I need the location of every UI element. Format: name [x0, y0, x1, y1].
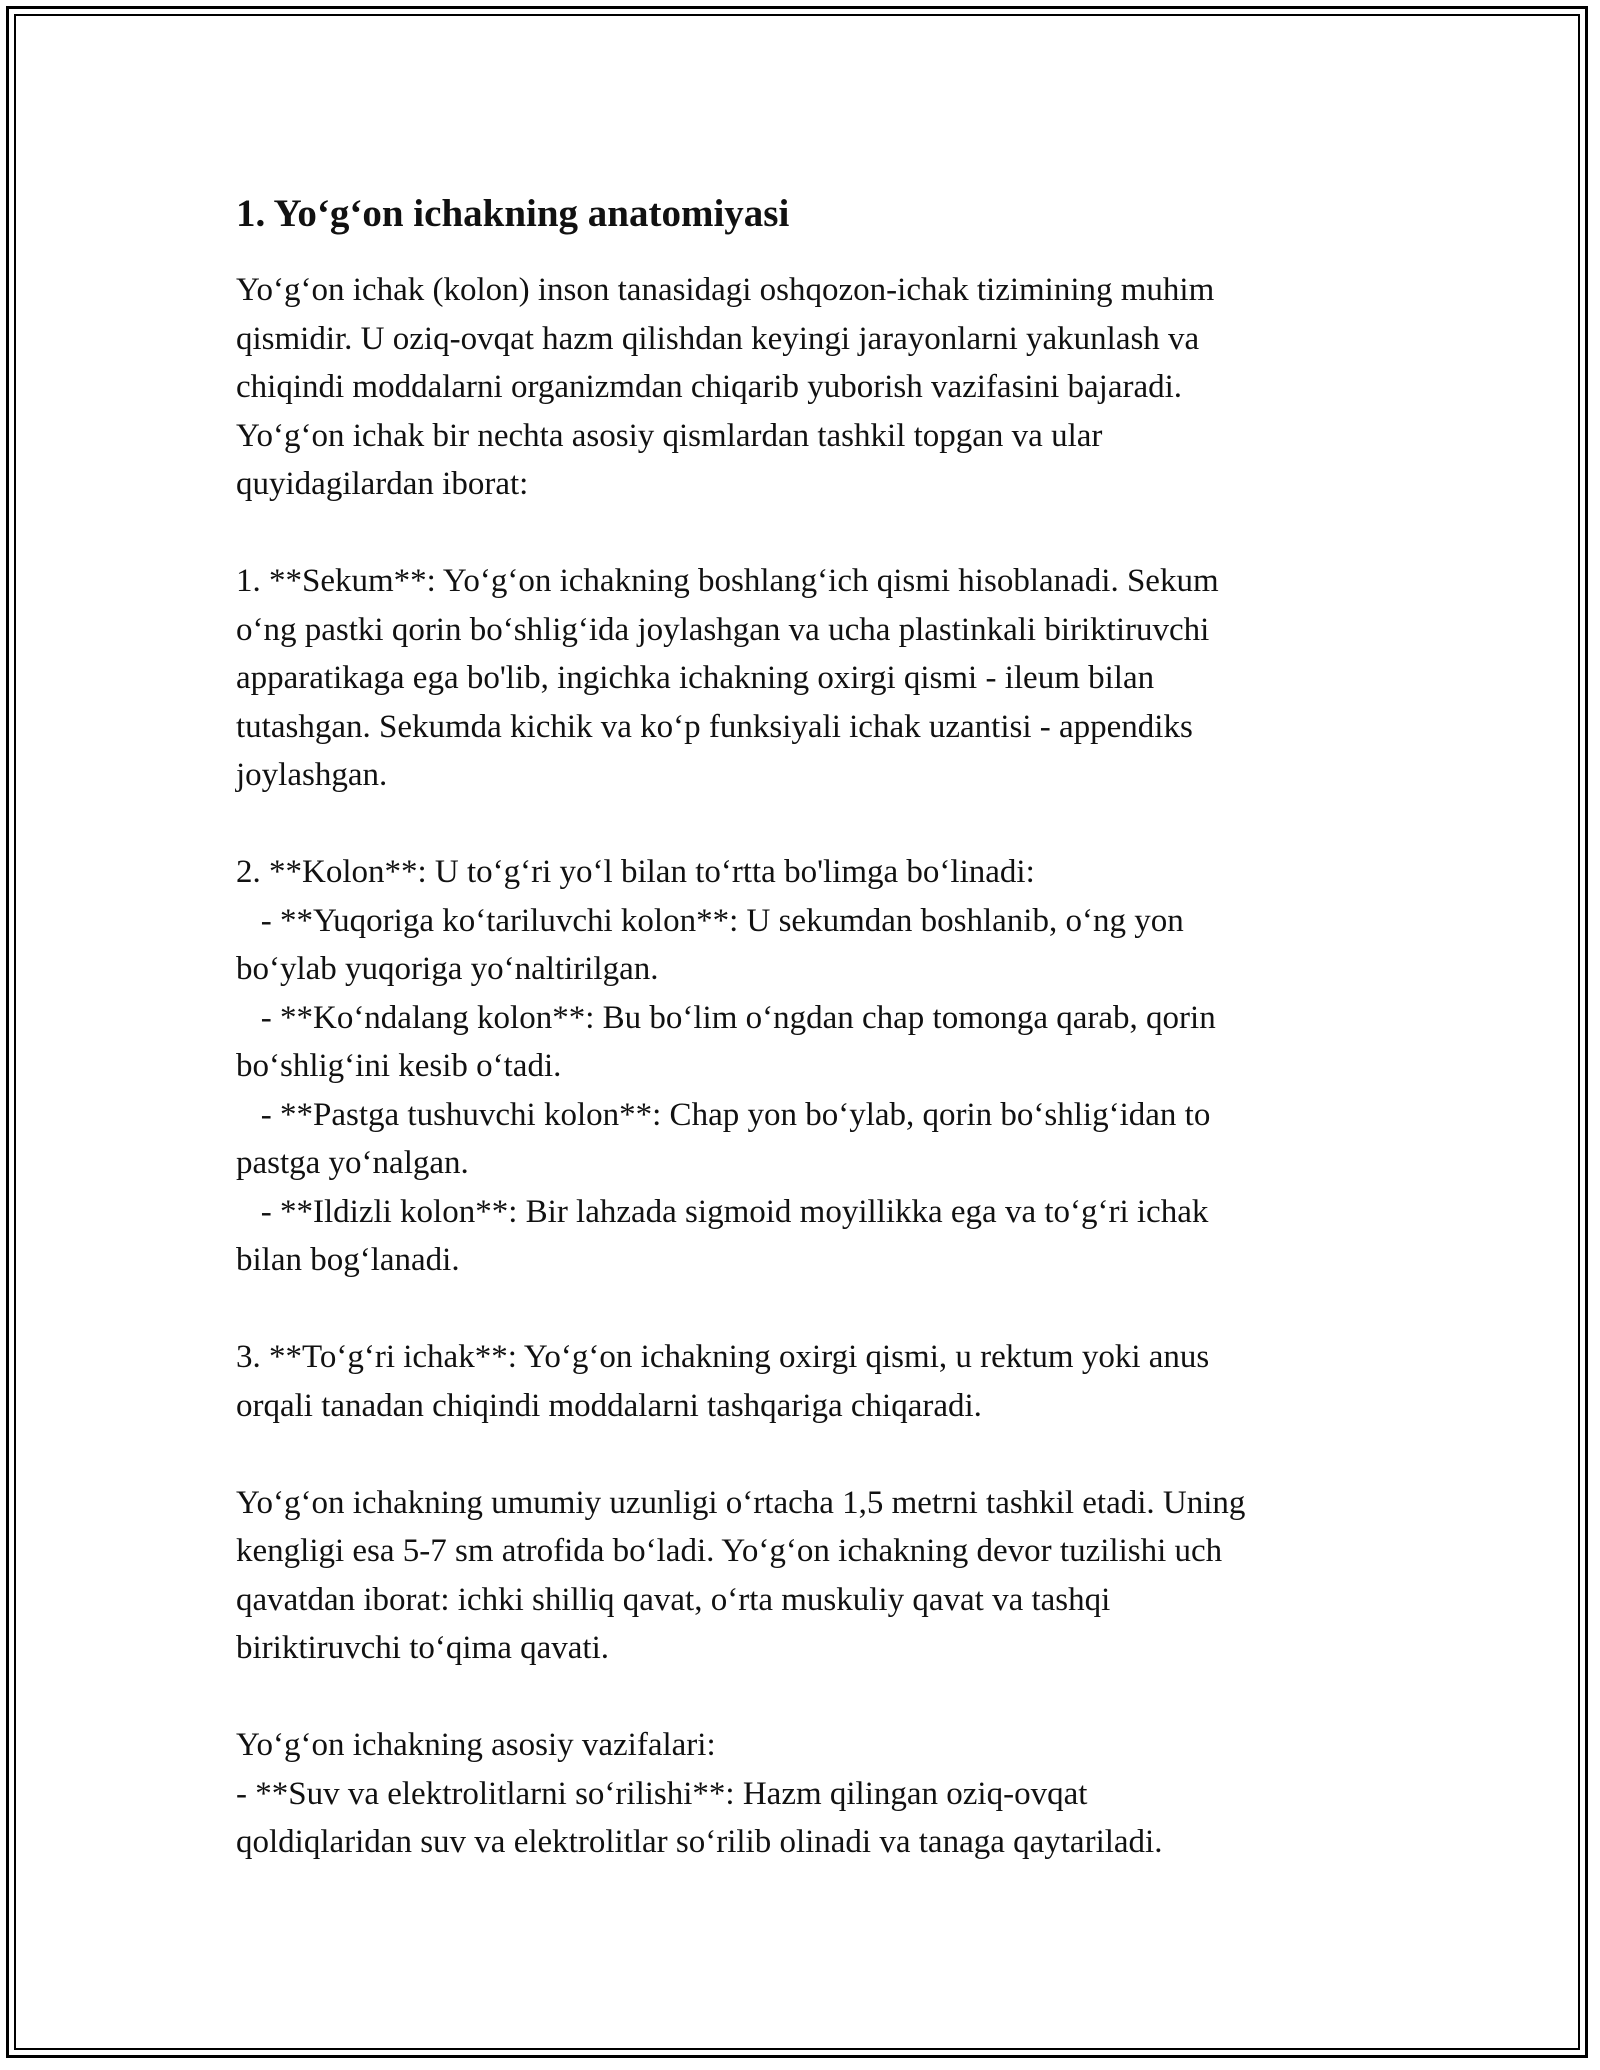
- body-text: Yo‘g‘on ichak (kolon) inson tanasidagi oshqozon-ichak tizimining muhim qismidir. U oziq-ovqat hazm qilishdan keyingi jarayonlarni yakunlash va chiqindi moddalarni organizmdan chiqarib yuborish vazifasini bajaradi. Yo‘g‘on ichak bir nechta asosiy qismlardan tashkil topgan va ular quyidagilardan iborat: 1. **Sekum**: Yo‘g‘on ichakning boshlang‘ich qismi hisoblanadi. Sekum o‘ng pastki qorin bo‘shlig‘ida joylashgan va ucha plastinkali biriktiruvchi apparatikaga ega bo'lib, ingichka ichakning oxirgi qismi - ileum bilan tutashgan. Sekumda kichik va ko‘p funksiyali ichak uzantisi - appendiks joylashgan. 2. **Kolon**: U to‘g‘ri yo‘l bilan to‘rtta bo'limga bo‘linadi: - **Yuqoriga ko‘tariluvchi kolon**: U sekumdan boshlanib, o‘ng yon bo‘ylab yuqoriga yo‘naltirilgan. - **Ko‘ndalang kolon**: Bu bo‘lim o‘ngdan chap tomonga qarab, qorin bo‘shlig‘ini kesib o‘tadi. - **Pastga tushuvchi kolon**: Chap yon bo‘ylab, qorin bo‘shlig‘idan to pastga yo‘nalgan. - **Ildizli kolon**: Bir lahzada sigmoid moyillikka ega va to‘g‘ri ichak bilan bog‘lanadi. 3. **To‘g‘ri ichak**: Yo‘g‘on ichakning oxirgi qismi, u rektum yoki anus orqali tanadan chiqindi moddalarni tashqariga chiqaradi. Yo‘g‘on ichakning umumiy uzunligi o‘rtacha 1,5 metrni tashkil etadi. Uning kengligi esa 5-7 sm atrofida bo‘ladi. Yo‘g‘on ichakning devor tuzilishi uch qavatdan iborat: ichki shilliq qavat, o‘rta muskuliy qavat va tashqi biriktiruvchi to‘qima qavati. Yo‘g‘on ichakning asosiy vazifalari: - **Suv va elektrolitlarni so‘rilishi**: Hazm qilingan oziq-ovqat qoldiqlaridan suv va elektrolitlar so‘rilib olinadi va tanaga qaytariladi.: [236, 272, 1246, 1860]
- document-content: [236, 184, 1376, 1867]
- section-heading: 1. Yo‘g‘on ichakning anatomiyasi: [236, 192, 790, 235]
